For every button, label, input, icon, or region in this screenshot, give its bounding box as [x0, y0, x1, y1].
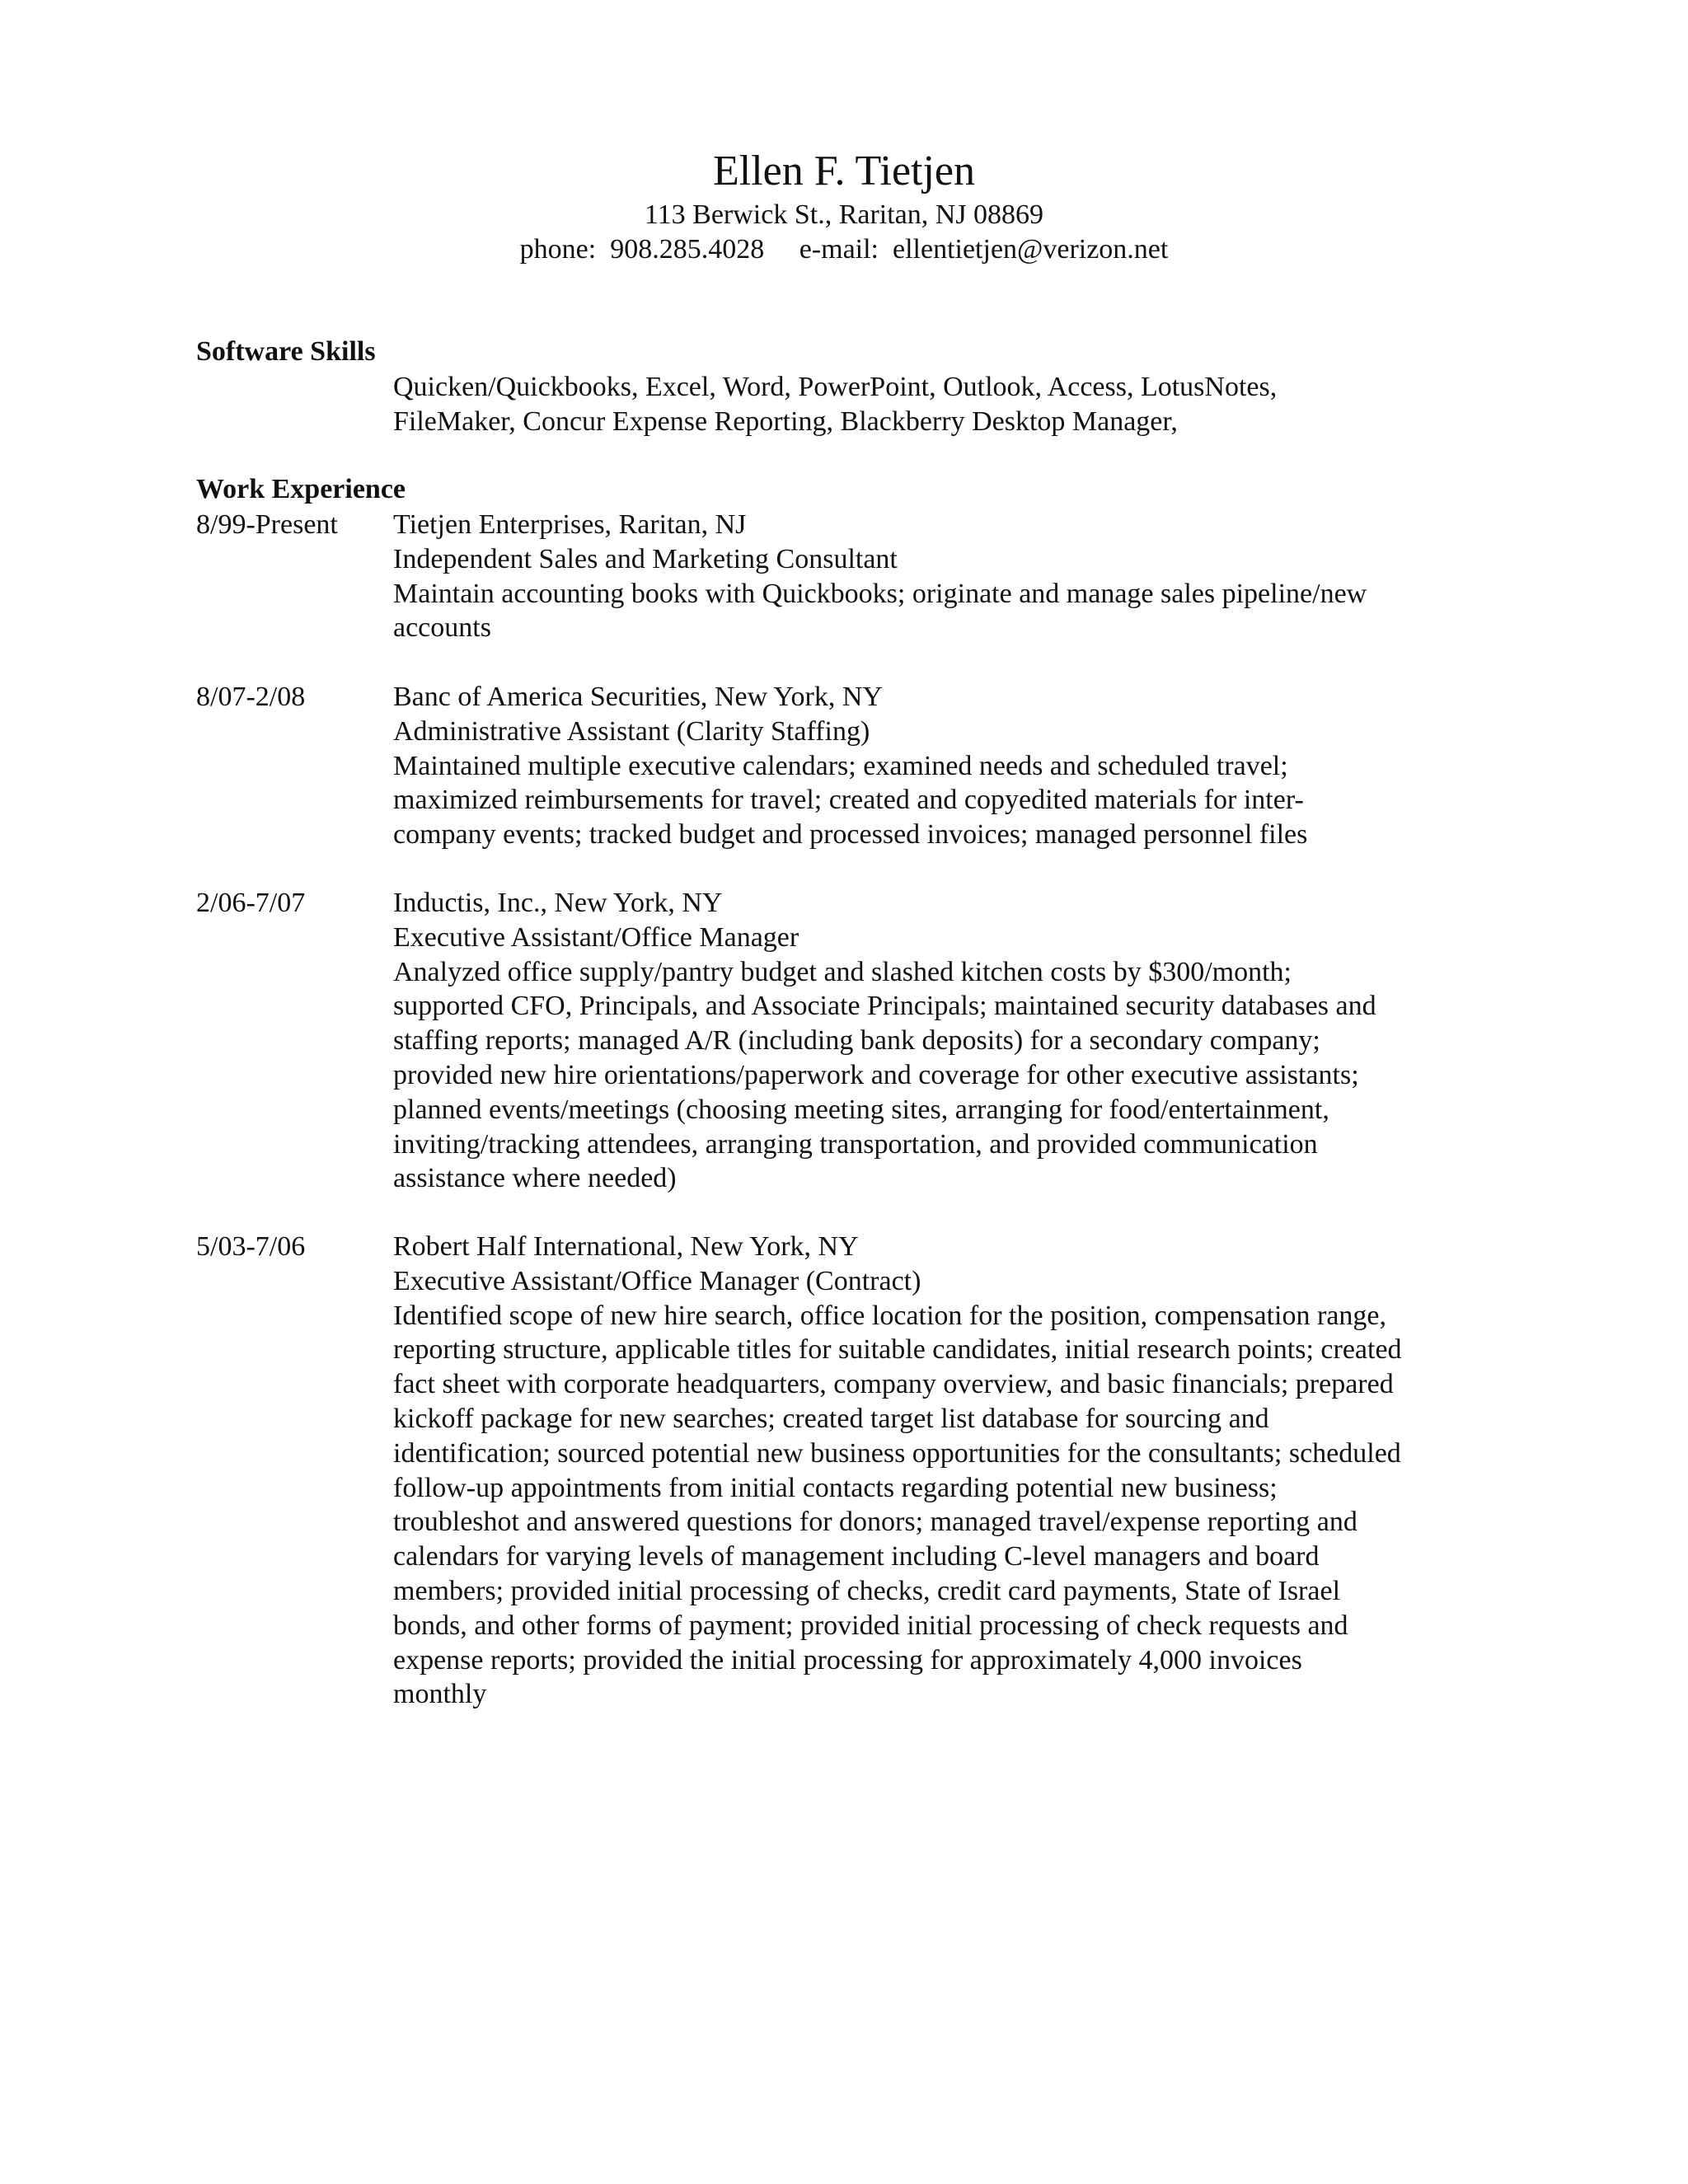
job-description-line: expense reports; provided the initial processing for approximately 4,000 invoices: [393, 1644, 1302, 1675]
job-entry: [393, 508, 1498, 645]
job-entry: [393, 680, 1498, 852]
software-skills-heading: Software Skills: [196, 336, 376, 367]
job-dates: 8/07-2/08: [196, 682, 306, 712]
job-description-line: bonds, and other forms of payment; provided initial processing of check requests and: [393, 1610, 1348, 1641]
job-dates: 8/99-Present: [196, 509, 338, 540]
contact-line: [0, 233, 1688, 266]
job-description-line: reporting structure, applicable titles for suitable candidates, initial research points; created: [393, 1334, 1402, 1366]
candidate-name: Ellen F. Tietjen: [713, 148, 975, 194]
job-title: Independent Sales and Marketing Consultant: [393, 543, 898, 574]
job-description-line: assistance where needed): [393, 1163, 677, 1194]
job-company: Robert Half International, New York, NY: [393, 1231, 859, 1262]
candidate-address: 113 Berwick St., Raritan, NJ 08869: [644, 199, 1044, 230]
job-title: Executive Assistant/Office Manager: [393, 921, 799, 953]
software-skills-list: [393, 370, 1498, 439]
email-label: e-mail:: [799, 234, 879, 265]
job-description-line: Identified scope of new hire search, office location for the position, compensation range,: [393, 1300, 1387, 1331]
job-description-line: Maintain accounting books with Quickbooks; originate and manage sales pipeline/new: [393, 578, 1367, 609]
job-company: Tietjen Enterprises, Raritan, NJ: [393, 509, 747, 540]
job-description-line: kickoff package for new searches; created target list database for sourcing and: [393, 1403, 1269, 1434]
job-title: Administrative Assistant (Clarity Staffing): [393, 715, 870, 747]
job-description-line: company events; tracked budget and processed invoices; managed personnel files: [393, 819, 1308, 851]
email-address: ellentietjen@verizon.net: [893, 234, 1169, 265]
job-company: Inductis, Inc., New York, NY: [393, 888, 723, 918]
job-entry: [393, 886, 1498, 1196]
job-description-line: planned events/meetings (choosing meeting sites, arranging for food/entertainment,: [393, 1094, 1329, 1125]
phone-label: phone:: [519, 234, 597, 265]
job-title: Executive Assistant/Office Manager (Contract): [393, 1265, 921, 1296]
job-description-line: Analyzed office supply/pantry budget and slashed kitchen costs by $300/month;: [393, 956, 1292, 987]
job-description-line: supported CFO, Principals, and Associate Principals; maintained security databases and: [393, 991, 1376, 1022]
job-description-line: maximized reimbursements for travel; created and copyedited materials for inter-: [393, 785, 1304, 816]
job-description-line: Maintained multiple executive calendars; examined needs and scheduled travel;: [393, 750, 1288, 781]
job-description-line: identification; sourced potential new business opportunities for the consultants; scheduled: [393, 1437, 1401, 1469]
job-description-line: calendars for varying levels of management including C-level managers and board: [393, 1541, 1320, 1572]
phone-number: 908.285.4028: [610, 234, 765, 265]
job-description-line: inviting/tracking attendees, arranging transportation, and provided communication: [393, 1128, 1318, 1160]
job-company: Banc of America Securities, New York, NY: [393, 682, 883, 712]
job-description-line: accounts: [393, 612, 491, 644]
job-description-line: follow-up appointments from initial contacts regarding potential new business;: [393, 1472, 1278, 1503]
job-entry: [393, 1230, 1498, 1712]
job-dates: 2/06-7/07: [196, 888, 306, 918]
job-description-line: members; provided initial processing of checks, credit card payments, State of Israel: [393, 1575, 1341, 1606]
job-description-line: troubleshot and answered questions for donors; managed travel/expense reporting and: [393, 1507, 1357, 1538]
job-dates: 5/03-7/06: [196, 1231, 306, 1262]
skills-line: FileMaker, Concur Expense Reporting, Blackberry Desktop Manager,: [393, 405, 1178, 437]
job-description-line: provided new hire orientations/paperwork and coverage for other executive assistants;: [393, 1059, 1359, 1090]
job-description-line: fact sheet with corporate headquarters, company overview, and basic financials; prepared: [393, 1369, 1394, 1400]
job-description-line: monthly: [393, 1679, 487, 1710]
skills-line: Quicken/Quickbooks, Excel, Word, PowerPoint, Outlook, Access, LotusNotes,: [393, 372, 1278, 402]
job-description-line: staffing reports; managed A/R (including bank deposits) for a secondary company;: [393, 1025, 1320, 1057]
work-experience-heading: Work Experience: [196, 474, 406, 504]
